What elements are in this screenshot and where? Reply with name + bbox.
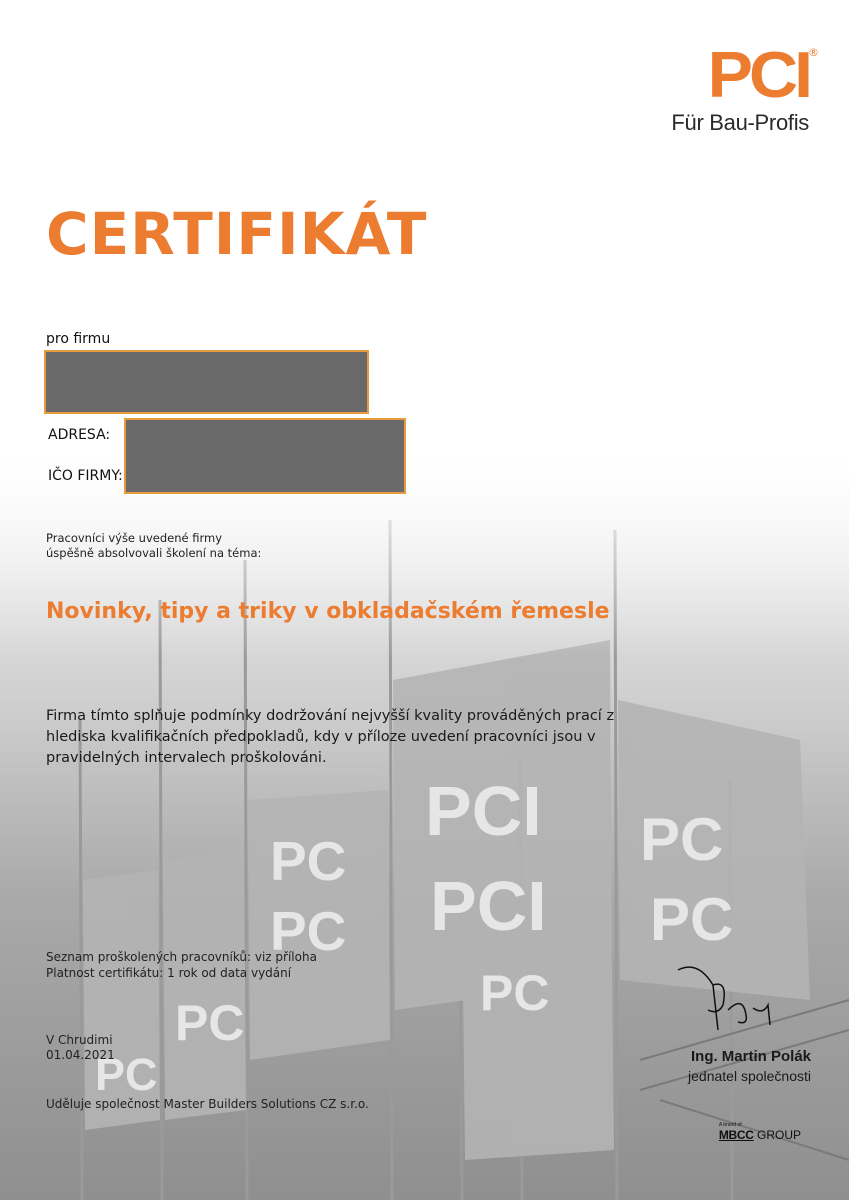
issue-date: 01.04.2021 [46,1048,115,1062]
company-name-redacted [44,350,369,414]
address-ico-redacted [124,418,406,494]
certificate-title: CERTIFIKÁT [46,200,428,268]
mbcc-group-logo [719,1122,801,1142]
mbcc-brand-of: A brand of [718,1122,742,1128]
mbcc-group: GROUP [756,1128,801,1142]
employee-list-note: Seznam proškolených pracovníků: viz příloha [46,950,317,964]
mbcc-logo-text [719,1128,801,1142]
intro-line-2: úspěšně absolvovali školení na téma: [46,546,262,560]
logo-brand: PCI [707,38,809,112]
issuer-text: Uděluje společnost Master Builders Solutions CZ s.r.o. [46,1097,369,1111]
signatory-role: jednatel společnosti [688,1068,811,1084]
handwritten-signature [668,960,788,1040]
signatory-name: Ing. Martin Polák [690,1048,811,1065]
logo-tagline: Für Bau-Profis [671,110,809,135]
course-title: Novinky, tipy a triky v obkladačském řemesle [46,599,610,624]
logo-registered-mark: ® [808,46,819,59]
intro-line-1: Pracovníci výše uvedené firmy [46,531,223,545]
mbcc-name: MBCC [718,1128,754,1142]
statement-paragraph: Firma tímto splňuje podmínky dodržování nejvyšší kvality prováděných prací z hlediska kvalifikačních předpokladů, kdy v příloze uvedení pracovníci jsou v pravidelných intervalech proškolováni. [46,708,615,766]
ico-label: IČO FIRMY: [48,468,123,484]
address-label: ADRESA: [48,427,111,443]
pci-logo [619,38,819,136]
company-label: pro firmu [46,331,111,347]
validity-note: Platnost certifikátu: 1 rok od data vydání [46,966,292,980]
issue-place: V Chrudimi [46,1033,113,1047]
